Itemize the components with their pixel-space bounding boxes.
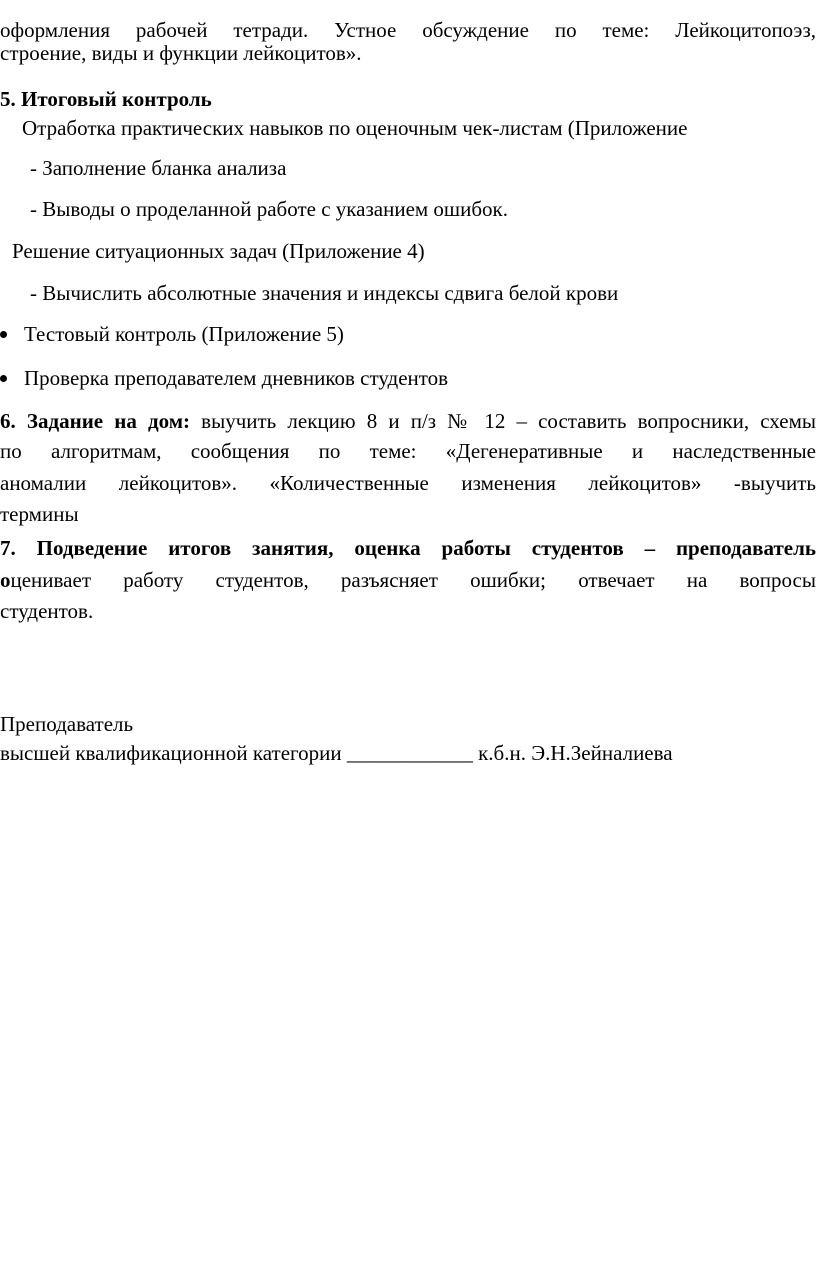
signature-name: к.б.н. Э.Н.Зейналиева — [478, 741, 673, 765]
signature-role: Преподаватель — [0, 712, 134, 736]
section-6-line-4: термины — [0, 502, 79, 526]
signature-blank: ____________ — [346, 741, 473, 765]
section-7-bold-letter: о — [0, 568, 11, 592]
intro-line-2: строение, виды и функции лейкоцитов». — [0, 41, 362, 65]
task-item-conclusions: - Выводы о проделанной работе с указанием ошибок. — [30, 197, 508, 221]
section-7-line-1: 7. Подведение итогов занятия, оценка работы студентов – преподаватель — [0, 536, 816, 560]
signature-line — [0, 741, 816, 765]
section-7-line-2-text: ценивает работу студентов, разъясняет ошибки; отвечает на вопросы — [10, 568, 816, 592]
practice-line: Отработка практических навыков по оценочным чек-листам (Приложение — [22, 116, 688, 140]
section-7-line-3: студентов. — [0, 599, 94, 623]
section-6-line-1 — [0, 409, 816, 433]
bullet-item-diaries: Проверка преподавателем дневников студентов — [24, 366, 449, 390]
bullet-icon — [0, 366, 10, 390]
section-5-heading: 5. Итоговый контроль — [0, 87, 212, 111]
section-6-line-3: аномалии лейкоцитов». «Количественные изменения лейкоцитов» -выучить — [0, 471, 816, 495]
signature-qualification: высшей квалификационной категории — [0, 741, 342, 765]
task-item-calculate: - Вычислить абсолютные значения и индексы сдвига белой крови — [30, 281, 619, 305]
section-6-label: 6. Задание на дом: — [0, 409, 191, 433]
bullet-icon — [0, 322, 10, 346]
section-7-line-2 — [0, 568, 816, 592]
section-6-line-2: по алгоритмам, сообщения по теме: «Дегенеративные и наследственные — [0, 439, 816, 463]
intro-line-1: оформления рабочей тетради. Устное обсуждение по теме: Лейкоцитопоэз, — [0, 18, 816, 42]
section-6-line-1-text: выучить лекцию 8 и п/з № 12 – составить вопросники, схемы — [190, 409, 816, 433]
situational-tasks-line: Решение ситуационных задач (Приложение 4) — [12, 239, 425, 263]
task-item-fill-form: - Заполнение бланка анализа — [30, 156, 287, 180]
bullet-item-test: Тестовый контроль (Приложение 5) — [24, 322, 344, 346]
